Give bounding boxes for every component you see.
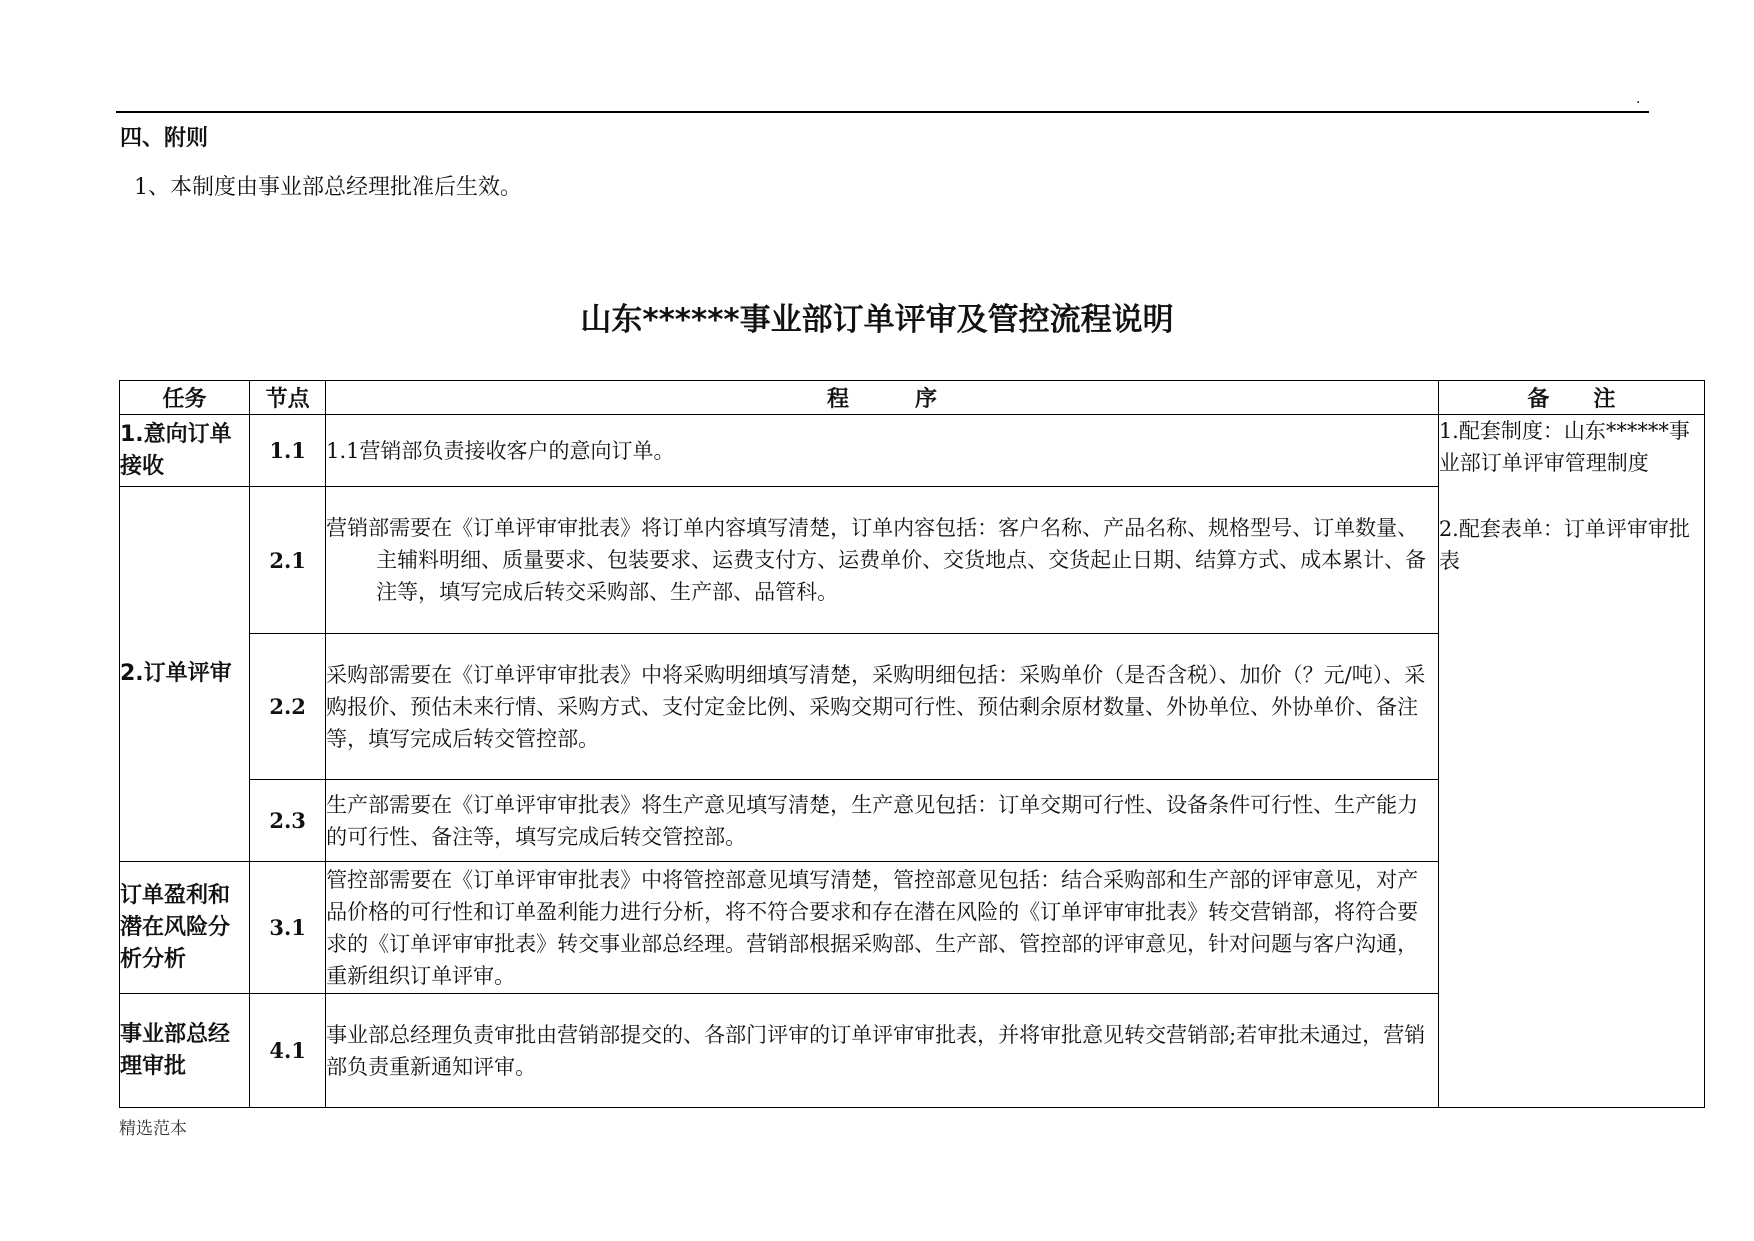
header-rule <box>116 111 1649 113</box>
node-cell: 2.1 <box>250 487 326 634</box>
node-cell: 3.1 <box>250 862 326 994</box>
notes-cell <box>1438 415 1704 1108</box>
procedure-cell: 采购部需要在《订单评审审批表》中将采购明细填写清楚，采购明细包括：采购单价（是否含税）、加价（？元/吨）、采购报价、预估未来行情、采购方式、支付定金比例、采购交期可行性、预估剩余原材数量、外协单位、外协单价、备注等，填写完成后转交管控部。 <box>326 634 1439 780</box>
note-item: 1.配套制度：山东******事业部订单评审管理制度 <box>1438 419 1690 475</box>
procedure-cell: 管控部需要在《订单评审审批表》中将管控部意见填写清楚，管控部意见包括：结合采购部和生产部的评审意见，对产品价格的可行性和订单盈利能力进行分析，将不符合要求和存在潜在风险的《订单评审审批表》转交营销部，将符合要求的《订单评审审批表》转交事业部总经理。营销部根据采购部、生产部、管控部的评审意见，针对问题与客户沟通，重新组织订单评审。 <box>326 862 1439 994</box>
footer-text: 精选范本 <box>119 1119 187 1139</box>
node-cell: 2.2 <box>250 634 326 780</box>
procedure-text: 营销部需要在《订单评审审批表》将订单内容填写清楚，订单内容包括：客户名称、产品名称、规格型号、订单数量、主辅料明细、质量要求、包装要求、运费支付方、运费单价、交货地点、交货起止日期、结算方式、成本累计、备注等，填写完成后转交采购部、生产部、品管科。 <box>326 516 1427 604</box>
header-corner-mark: . <box>1636 91 1641 107</box>
table-header-row <box>120 381 1705 415</box>
note-item: 2.配套表单：订单评审审批表 <box>1438 517 1690 573</box>
node-cell: 1.1 <box>250 415 326 487</box>
note-spacer <box>1439 479 1704 513</box>
document-title: 山东******事业部订单评审及管控流程说明 <box>580 302 1174 338</box>
process-table <box>119 380 1705 1108</box>
header-node: 节点 <box>250 381 326 415</box>
header-task: 任务 <box>120 381 250 415</box>
header-notes: 备 注 <box>1438 381 1704 415</box>
node-cell: 4.1 <box>250 994 326 1108</box>
task-cell: 2.订单评审 <box>120 487 250 862</box>
table-row <box>120 415 1705 487</box>
node-cell: 2.3 <box>250 780 326 862</box>
section-item: 1、本制度由事业部总经理批准后生效。 <box>134 175 522 200</box>
header-procedure: 程 序 <box>326 381 1439 415</box>
procedure-cell: 1.1营销部负责接收客户的意向订单。 <box>326 415 1439 487</box>
task-cell: 事业部总经理审批 <box>120 994 250 1108</box>
procedure-cell <box>326 487 1439 634</box>
task-cell: 订单盈利和潜在风险分析分析 <box>120 862 250 994</box>
task-cell: 1.意向订单接收 <box>120 415 250 487</box>
procedure-cell: 事业部总经理负责审批由营销部提交的、各部门评审的订单评审审批表，并将审批意见转交营销部;若审批未通过，营销部负责重新通知评审。 <box>326 994 1439 1108</box>
section-heading: 四、附则 <box>120 126 209 151</box>
procedure-cell: 生产部需要在《订单评审审批表》将生产意见填写清楚，生产意见包括：订单交期可行性、设备条件可行性、生产能力的可行性、备注等，填写完成后转交管控部。 <box>326 780 1439 862</box>
